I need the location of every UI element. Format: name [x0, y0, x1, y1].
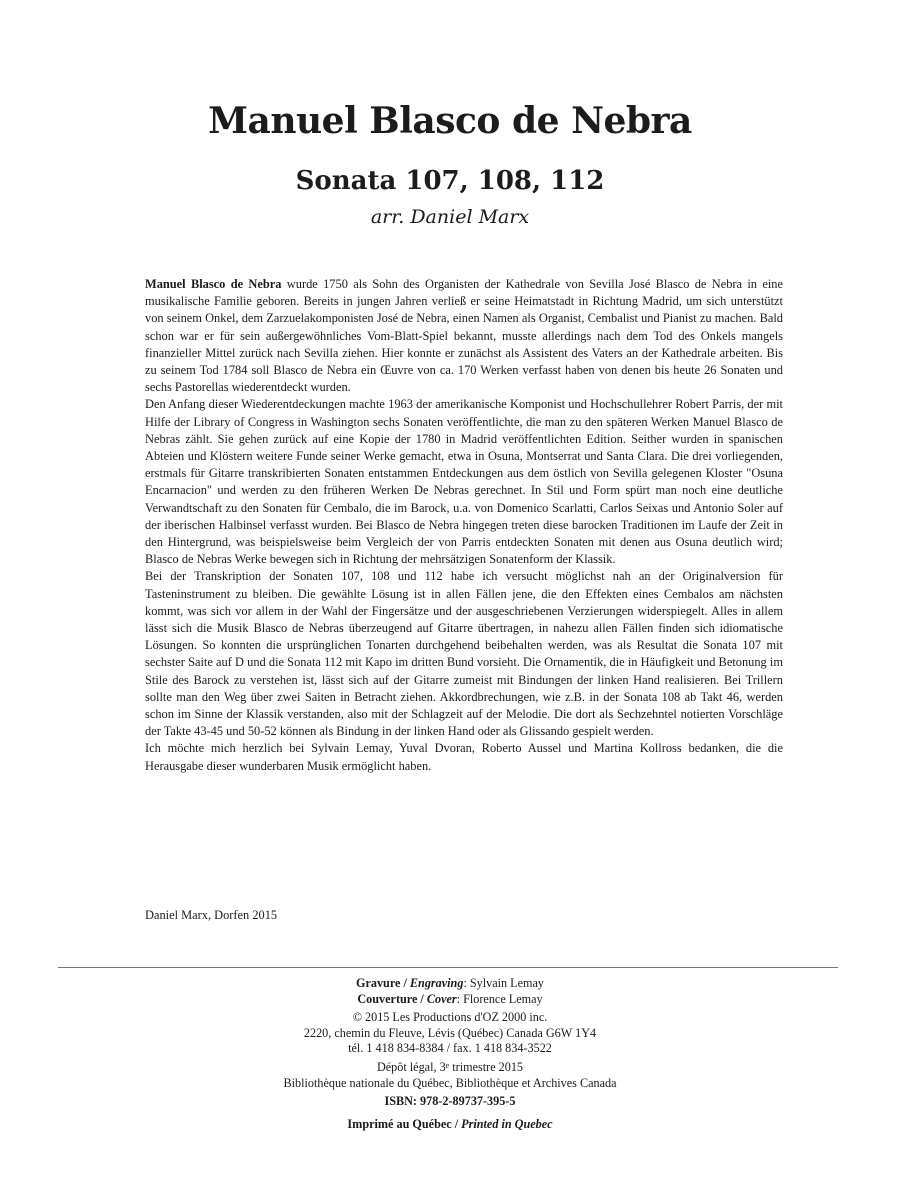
arranger-credit: arr. Daniel Marx — [370, 206, 530, 228]
preface-paragraph-1 — [145, 276, 783, 396]
publisher-address: 2220, chemin du Fleuve, Lévis (Québec) Canada G6W 1Y4 — [303, 1025, 597, 1040]
preface-paragraph-3: Bei der Transkription der Sonaten 107, 108 und 112 habe ich versucht möglichst nah an der Originalversion für Tasteninstrument zu bleiben. Die gewählte Lösung ist in allen Fällen jene, die den Effekten eines Cembalos am nächsten kommt, was sich vor allem in der Wahl der Fingersätze und der ausgeschriebenen Verzierungen widerspiegelt. Alles in allem lässt sich die Musik Blasco de Nebras überzeugend auf Gitarre übertragen, in nahezu allen Fällen finden sich idiomatische Lösungen. So konnten die ursprünglichen Tonarten durchgehend beibehalten werden, was als Resultat die Sonata 107 mit sechster Saite auf D und die Sonata 112 mit Kapo im dritten Bund vorsieht. Die Ornamentik, die in Häufigkeit und Betonung im Stile des Barock zu verstehen ist, lässt sich auf der Gitarre zumeist mit Bindungen der linken Hand realisieren. Bei Trillern sollte man den Weg über zwei Saiten in Betracht ziehen. Akkordbrechungen, wie z.B. in der Sonata 108 ab Takt 46, werden schon im Sinne der Klassik verstanden, also mit der Schlagzeit auf der Melodie. Die dort als Sechzehntel notierten Vorschläge der Takte 43-45 und 50-52 können als Bindung in der linken Hand oder als Glissando gespielt werden. — [145, 569, 783, 739]
printed-in-line: Imprimé au Québec / Printed in Quebec — [347, 1116, 553, 1131]
publication-credits — [0, 976, 900, 1132]
credit-cover-value: : Florence Lemay — [456, 991, 543, 1006]
divider-rule — [58, 967, 838, 968]
credit-cover — [0, 992, 900, 1008]
publisher-phone: tél. 1 418 834-8384 / fax. 1 418 834-3522 — [348, 1041, 552, 1056]
preface-paragraph-1-text: wurde 1750 als Sohn des Organisten der Kathedrale von Sevilla José Blasco de Nebra in eine musikalische Familie geboren. Bereits in jungen Jahren verließ er seine Heimatstadt in Richtung Madrid, um sich unterstützt von seinem Onkel, dem Zarzuelakomponisten José de Nebra, einen Namen als Organist, Cembalist und Pianist zu machen. Bald schon war er für sein außergewöhnliches Vom-Blatt-Spiel bekannt, musste allerdings nach dem Tod des Onkels mangels finanzieller Mittel zurück nach Sevilla ziehen. Hier konnte er zunächst als Assistent des Vaters an der Kathedrale arbeiten. Bis zu seinem Tod 1784 soll Blasco de Nebra ein Œuvre von ca. 170 Werken verfasst haben von denen bis heute 26 Sonaten und sechs Pastorellas wiederentdeckt wurden. — [145, 277, 783, 395]
preface-text — [145, 276, 783, 775]
legal-deposit: Dépôt légal, 3e trimestre 2015 — [376, 1059, 524, 1074]
copyright-line: © 2015 Les Productions d'OZ 2000 inc. — [352, 1010, 548, 1025]
credit-cover-label: Couverture / Cover — [357, 991, 457, 1006]
preface-paragraph-4: Ich möchte mich herzlich bei Sylvain Lemay, Yuval Dvoran, Roberto Aussel und Martina Kollross bedanken, die die Herausgabe dieser wunderbaren Musik ermöglicht haben. — [145, 741, 783, 773]
credit-engraving — [0, 976, 900, 992]
preface-lead-name: Manuel Blasco de Nebra — [145, 277, 282, 291]
credit-engraving-label: Gravure / Engraving — [355, 976, 464, 990]
work-title: Sonata 107, 108, 112 — [295, 166, 605, 196]
preface-paragraph-2: Den Anfang dieser Wiederentdeckungen machte 1963 der amerikanische Komponist und Hochschullehrer Robert Parris, der mit Hilfe der Library of Congress in Washington sechs Sonaten veröffentlichte, die man zu den späteren Werken Manuel Blasco de Nebras zählt. Sie gehen zurück auf eine Kopie der 1780 in Madrid veröffentlichten Edition. Seither wurden in spanischen Abteien und Klöstern weitere Funde seiner Werke gemacht, etwa in Osuna, Montserrat und Santa Clara. Die drei vorliegenden, erstmals für Gitarre transkribierten Sonaten entstammen Entdeckungen aus dem östlich von Sevilla gelegenen Kloster "Osuna Encarnacion" und werden zu den früheren Werken De Nebras gerechnet. In Stil und Form spürt man noch eine deutliche Verwandtschaft zu den Sonaten für Cembalo, die im Barock, u.a. von Domenico Scarlatti, Carlos Seixas und Antonio Soler auf der iberischen Halbinsel verfasst wurden. Bei Blasco de Nebra hingegen treten diese barocken Traditionen im Laufe der Zeit in den Hintergrund, was beispielsweise beim Vergleich der von Parris entdeckten Sonaten mit denen aus Osuna deutlich wird; Blasco de Nebras Werke bewegen sich in Richtung der mehrsätzigen Sonatenform der Klassik. — [145, 397, 783, 567]
library-line: Bibliothèque nationale du Québec, Bibliothèque et Archives Canada — [283, 1075, 617, 1090]
credit-engraving-value: : Sylvain Lemay — [463, 976, 544, 990]
composer-title: Manuel Blasco de Nebra — [208, 100, 692, 142]
isbn-line: ISBN: 978-2-89737-395-5 — [384, 1094, 516, 1109]
preface-signature: Daniel Marx, Dorfen 2015 — [145, 908, 278, 922]
